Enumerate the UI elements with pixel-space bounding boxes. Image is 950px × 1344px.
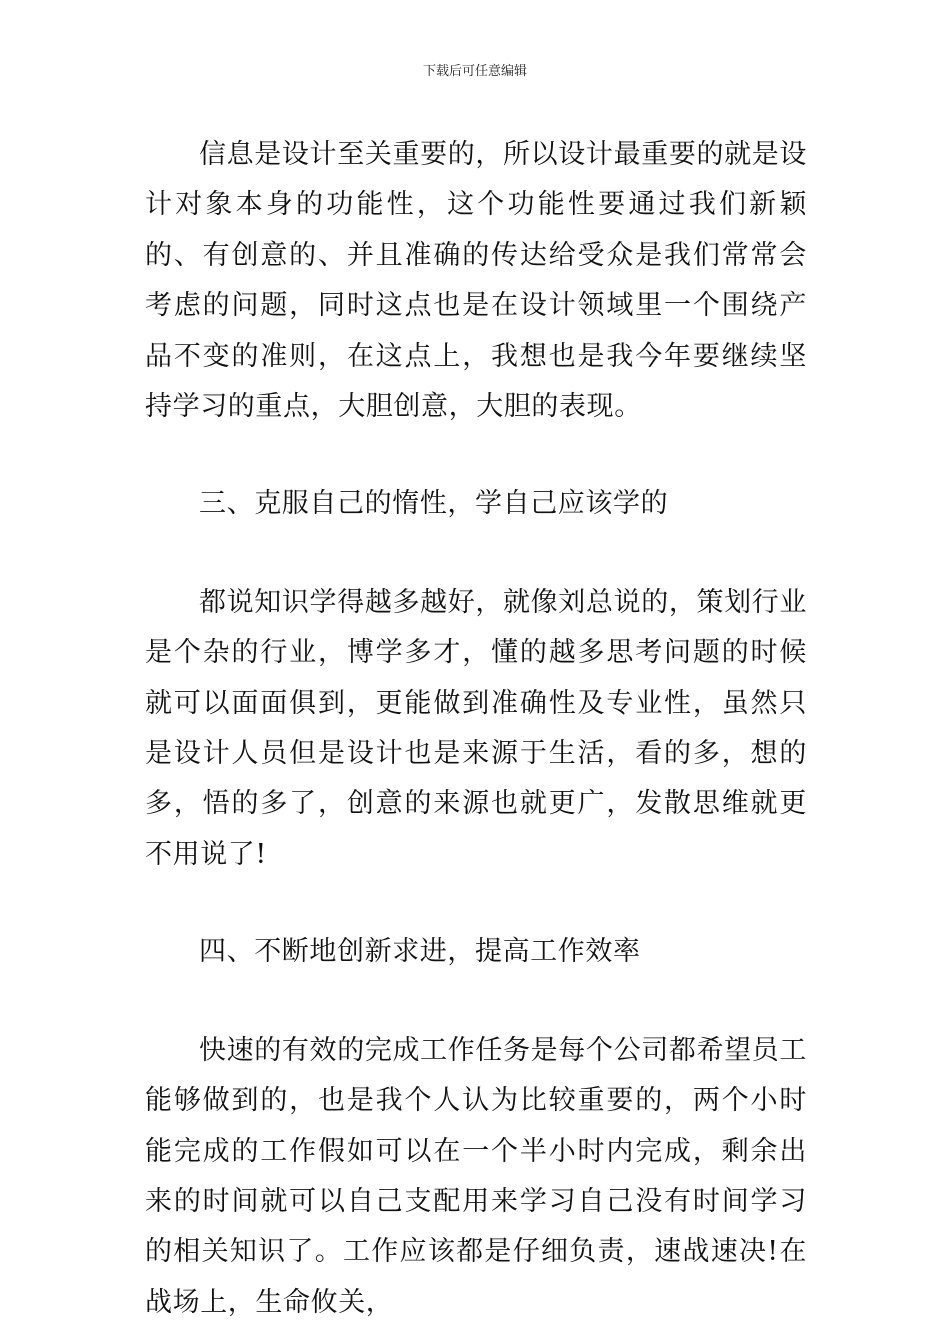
page-header: 下载后可任意编辑 (422, 64, 527, 79)
section-heading: 三、克服自己的惰性，学自己应该学的 (199, 488, 669, 520)
document-body (145, 130, 807, 1328)
body-paragraph: 都说知识学得越多越好，就像刘总说的，策划行业是个杂的行业，博学多才，懂的越多思考问题的时候就可以面面俱到，更能做到准确性及专业性，虽然只是设计人员但是设计也是来源于生活，看的多，想的多，悟的多了，创意的来源也就更广，发散思维就更不用说了! (145, 586, 807, 870)
body-paragraph: 信息是设计至关重要的，所以设计最重要的就是设计对象本身的功能性，这个功能性要通过我们新颖的、有创意的、并且准确的传达给受众是我们常常会考虑的问题，同时这点也是在设计领域里一个围绕产品不变的准则，在这点上，我想也是我今年要继续坚持学习的重点，大胆创意，大胆的表现。 (145, 139, 807, 423)
section-heading: 四、不断地创新求进，提高工作效率 (199, 936, 641, 968)
body-paragraph: 快速的有效的完成工作任务是每个公司都希望员工能够做到的，也是我个人认为比较重要的，两个小时能完成的工作假如可以在一个半小时内完成，剩余出来的时间就可以自己支配用来学习自己没有时间学习的相关知识了。工作应该都是仔细负责，速战速决!在战场上，生命攸关， (145, 1034, 807, 1318)
